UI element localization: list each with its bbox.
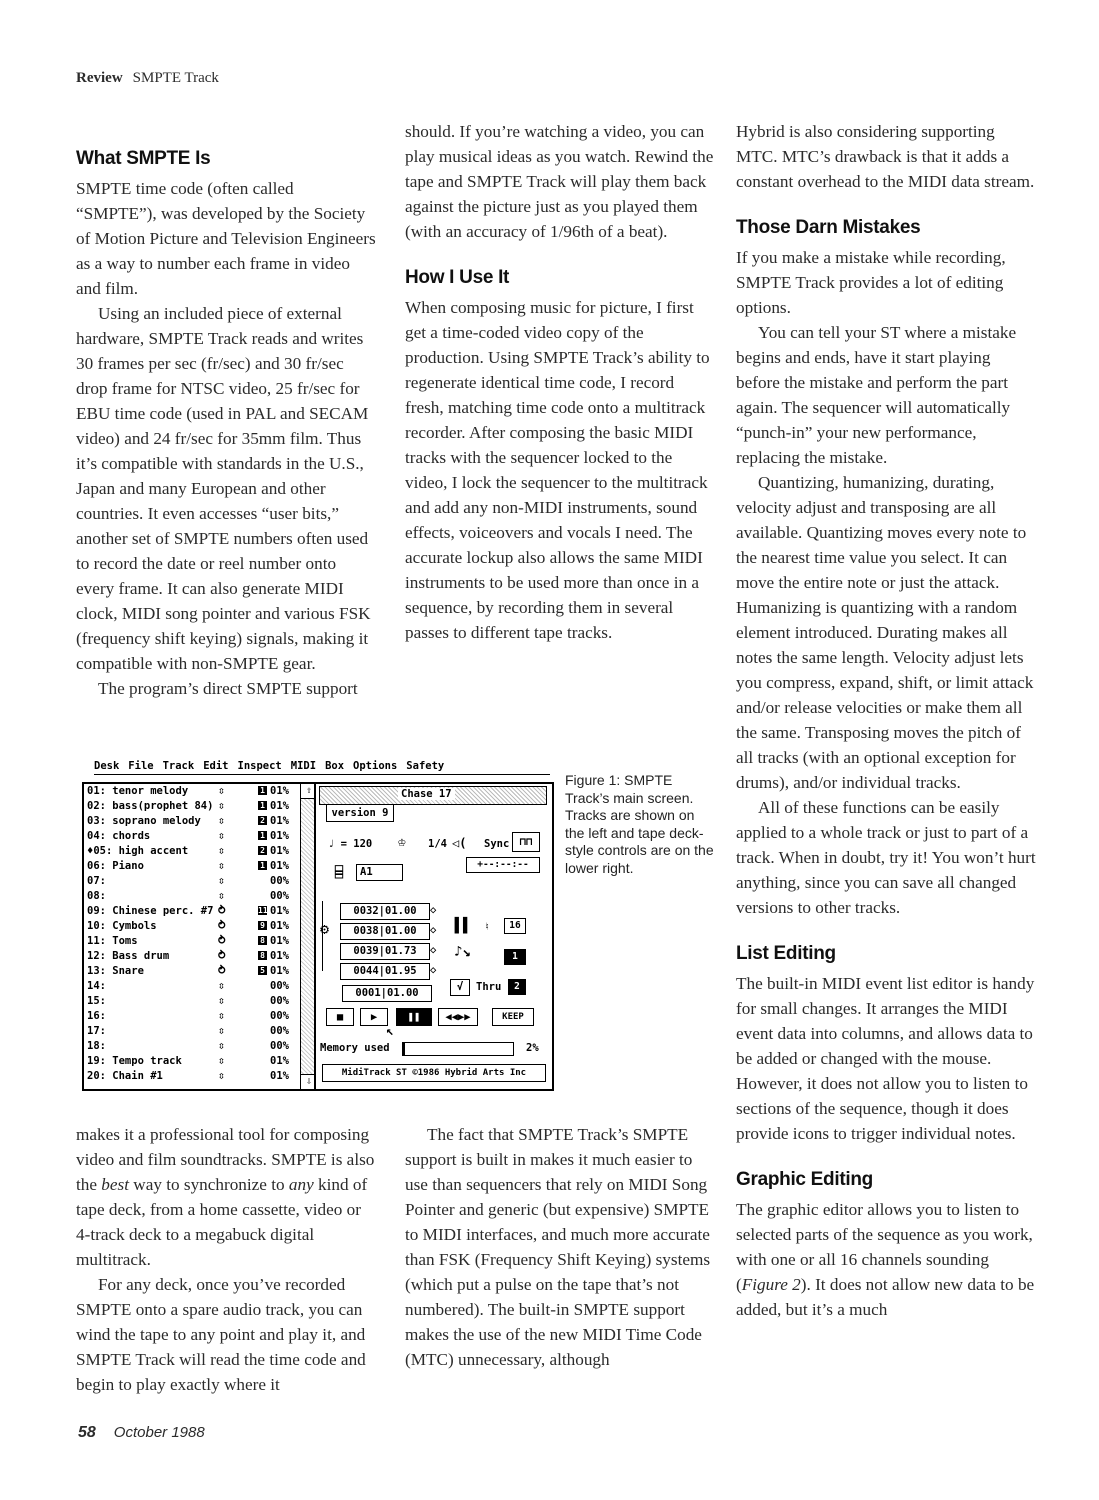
text-run: ). It does not allow new data to be added, but it’s a much <box>736 1275 1035 1319</box>
figure-reference: Figure 2 <box>741 1275 801 1294</box>
track-channel[interactable]: 1 <box>258 801 267 810</box>
track-row[interactable] <box>84 814 316 829</box>
track-list <box>82 782 318 1091</box>
track-name: 02: bass(prophet 84) <box>87 800 214 812</box>
track-name: 12: Bass drum <box>87 950 170 962</box>
track-channel[interactable]: 2 <box>258 816 267 825</box>
paragraph: You can tell your ST where a mistake begins and ends, have it start playing before the mistake and perform the part again. The sequencer will automatically “punch-in” your new performance, replacing the mistake. <box>736 323 1017 467</box>
track-percent: 01% <box>270 950 289 962</box>
sync-label[interactable]: Sync <box>484 838 510 850</box>
text-run: makes it a professional tool for composing video and film soundtracks. SMPTE is also the <box>76 1125 375 1194</box>
stop-button[interactable]: ■ <box>326 1008 354 1026</box>
counter-toggle-icon[interactable]: ◇ <box>430 904 437 916</box>
locate-counter[interactable]: 0001|01.00 <box>342 985 432 1002</box>
track-channel[interactable]: 11 <box>258 906 268 915</box>
paragraph: The built-in MIDI event list editor is handy for small changes. It arranges the MIDI event data into columns, and allows data to be added or changed with the mouse. However, it does not allow you to listen to sections of the sequence, though it does provide icons to trigger individual notes. <box>736 974 1035 1143</box>
paragraph: The fact that SMPTE Track’s SMPTE support is built in makes it much easier to use than sequencers that rely on MIDI Song Pointer and generic (but expensive) SMPTE to MIDI interfaces, and much more accurate than FSK (Frequency Shift Keying) systems (which put a pulse on the tape that’s not numbered). The built-in SMPTE support makes the use of the new MIDI Time Code (MTC) unnecessary, although <box>405 1125 711 1369</box>
track-state-icon[interactable]: ⇳ <box>218 844 225 857</box>
track-state-icon[interactable]: ⇳ <box>218 979 225 992</box>
memory-bar-fill <box>403 1043 405 1055</box>
paragraph: Using an included piece of external hardware, SMPTE Track reads and writes 30 frames per sec (fr/sec) and 30 fr/sec drop frame for NTSC video, 25 fr/sec for EBU time code (used in PAL and SECAM video) and 24 fr/sec for 35mm film. Thus it’s compatible with standards in the U.S., Japan and many European and other countries. It even accesses “user bits,” another set of SMPTE numbers often used to record the date or reel number onto every frame. It can also generate MIDI clock, MIDI song pointer and various FSK (frequency shift keying) signals, making it compatible with non-SMPTE gear. <box>76 304 371 673</box>
track-percent: 01% <box>270 905 289 917</box>
locate-counter[interactable]: 0039|01.73 <box>340 943 430 960</box>
track-percent: 01% <box>270 800 289 812</box>
column-1-bottom <box>76 1122 378 1397</box>
track-row[interactable] <box>84 1069 316 1084</box>
track-state-icon[interactable]: ⥁ <box>218 934 226 947</box>
track-channel[interactable]: 5 <box>258 966 267 975</box>
track-state-icon[interactable]: ⇳ <box>218 799 225 812</box>
track-channel[interactable]: 8 <box>258 951 267 960</box>
track-state-icon[interactable]: ⇳ <box>218 1024 225 1037</box>
track-row[interactable] <box>84 1009 316 1024</box>
track-name: 04: chords <box>87 830 151 842</box>
rewind-fastforward-button[interactable]: ◀◀▶▶ <box>438 1008 478 1026</box>
track-row[interactable] <box>84 844 316 859</box>
play-button[interactable]: ▶ <box>360 1008 388 1026</box>
menu-bar <box>94 760 550 775</box>
heading-graphic-editing: Graphic Editing <box>736 1169 873 1190</box>
track-percent: 01% <box>270 920 289 932</box>
track-state-icon[interactable]: ⇳ <box>218 1054 225 1067</box>
track-percent: 00% <box>270 995 289 1007</box>
column-2-bottom <box>405 1122 717 1372</box>
tape-icon[interactable]: ⌸ <box>328 862 350 884</box>
version-box[interactable]: version 9 <box>326 804 394 822</box>
page-number: 58 <box>78 1424 96 1441</box>
memory-bar <box>402 1042 514 1056</box>
heading-what-smpte-is: What SMPTE Is <box>76 148 211 169</box>
track-row[interactable] <box>84 1054 316 1069</box>
track-name: 19: Tempo track <box>87 1055 182 1067</box>
track-channel[interactable]: 9 <box>258 921 267 930</box>
track-row[interactable] <box>84 904 316 919</box>
track-channel[interactable]: 1 <box>258 786 267 795</box>
page-footer <box>78 1424 205 1442</box>
track-channel[interactable]: 1 <box>258 831 267 840</box>
track-rows <box>84 784 316 1084</box>
track-state-icon[interactable]: ⇳ <box>218 1039 225 1052</box>
section-label: Review <box>76 70 123 86</box>
counter-toggle-icon[interactable]: ◇ <box>430 924 437 936</box>
track-name: ♦05: high accent <box>87 845 189 857</box>
note-icon[interactable]: ♪↘ <box>454 944 471 960</box>
track-state-icon[interactable]: ⥁ <box>218 949 226 962</box>
sync-mode-field[interactable]: +--:--:-- <box>466 857 540 873</box>
text-run: kind of tape deck, from a home cassette, video or 4-track deck to a megabuck digital multitrack. <box>76 1175 368 1269</box>
track-row[interactable] <box>84 799 316 814</box>
track-row[interactable] <box>84 994 316 1009</box>
track-percent: 00% <box>270 980 289 992</box>
heading-those-darn-mistakes: Those Darn Mistakes <box>736 217 921 238</box>
metronome-icon[interactable]: ♔ <box>398 835 406 850</box>
paragraph <box>736 1197 1038 1322</box>
emphasis: best <box>101 1175 129 1194</box>
track-name: 09: Chinese perc. #7 <box>87 905 214 917</box>
thru-checkbox[interactable]: √ <box>450 979 470 996</box>
memory-label: Memory used <box>320 1042 390 1054</box>
figure-screenshot <box>78 760 552 1090</box>
natural-icon: ♮ <box>484 921 491 933</box>
menu-item[interactable]: Edit <box>203 760 229 772</box>
track-state-icon[interactable]: ⥁ <box>218 964 226 977</box>
paragraph: All of these functions can be easily applied to a whole track or just to part of a track. When in doubt, try it! You won’t hurt anything, since you can save all changed versions to other tracks. <box>736 798 1036 917</box>
gear-icon: ⚙ <box>320 920 330 938</box>
text-run: The graphic editor allows you to listen to selected parts of the sequence as you work, with one or all 16 channels sounding ( <box>736 1200 1033 1294</box>
menu-item[interactable]: Options <box>353 760 398 772</box>
track-state-icon[interactable]: ⥁ <box>218 904 226 917</box>
track-percent: 01% <box>270 965 289 977</box>
track-row[interactable] <box>84 829 316 844</box>
locate-counter[interactable]: 0044|01.95 <box>340 963 430 980</box>
track-percent: 01% <box>270 935 289 947</box>
track-percent: 00% <box>270 875 289 887</box>
track-name: 07: <box>87 875 106 887</box>
track-row[interactable] <box>84 1039 316 1054</box>
track-channel[interactable]: 1 <box>258 861 267 870</box>
pause-button[interactable]: ❚❚ <box>396 1008 432 1026</box>
track-percent: 01% <box>270 1070 289 1082</box>
track-percent: 00% <box>270 1010 289 1022</box>
scroll-down-icon[interactable]: ⇩ <box>301 1074 317 1089</box>
track-row[interactable] <box>84 889 316 904</box>
transport-panel <box>314 782 554 1091</box>
paragraph: Hybrid is also considering supporting MTC. MTC’s drawback is that it adds a constant overhead to the MIDI data stream. <box>736 122 1035 191</box>
track-name: 15: <box>87 995 106 1007</box>
thru-channel-box[interactable]: 2 <box>508 979 526 995</box>
track-state-icon[interactable]: ⇳ <box>218 889 225 902</box>
heading-how-i-use-it: How I Use It <box>405 267 510 288</box>
figure-caption: Figure 1: SMPTE Track’s main screen. Tracks are shown on the left and tape deck-style controls are on the lower right. <box>565 772 714 876</box>
tempo-label[interactable]: ♩ = 120 <box>328 838 373 850</box>
menu-item[interactable]: Box <box>325 760 345 772</box>
track-name: 18: <box>87 1040 106 1052</box>
menu-item[interactable]: Desk <box>94 760 120 772</box>
menu-item[interactable]: File <box>128 760 154 772</box>
locate-counter[interactable]: 0032|01.00 <box>340 903 430 920</box>
track-state-icon[interactable]: ⇳ <box>218 1009 225 1022</box>
sync-icon[interactable]: ⊓⊓ <box>512 832 540 852</box>
track-channel[interactable]: 2 <box>258 846 267 855</box>
column-2-top <box>405 119 717 645</box>
track-percent: 01% <box>270 860 289 872</box>
track-percent: 00% <box>270 890 289 902</box>
track-state-icon[interactable]: ⇳ <box>218 994 225 1007</box>
track-channel[interactable]: 8 <box>258 936 267 945</box>
text-run: way to synchronize to <box>128 1175 289 1194</box>
column-1-top <box>76 145 378 701</box>
column-3 <box>736 119 1038 1322</box>
paragraph: should. If you’re watching a video, you can play musical ideas as you watch. Rewind the tape and SMPTE Track will play them back against the picture just as you played them (with an accuracy of 1/96th of a beat). <box>405 122 714 241</box>
track-row[interactable] <box>84 784 316 799</box>
track-percent: 00% <box>270 1025 289 1037</box>
paragraph: Quantizing, humanizing, durating, velocity adjust and transposing are all available. Quantizing moves every note to the nearest time value you select. It can move the entire note or just the attack. Humanizing is quantizing with a random element introduced. Durating makes all notes the same length. Velocity adjust lets you compress, expand, shift, or limit attack and/or release velocities or make them all the same. Transposing moves the pitch of all tracks (with an optional exception for drums), and/or individual tracks. <box>736 473 1034 792</box>
track-state-icon[interactable]: ⇳ <box>218 829 225 842</box>
track-row[interactable] <box>84 979 316 994</box>
track-row[interactable] <box>84 949 316 964</box>
track-percent: 01% <box>270 845 289 857</box>
mouse-pointer-icon: ↖ <box>386 1024 394 1039</box>
track-name: 16: <box>87 1010 106 1022</box>
menu-item[interactable]: MIDI <box>290 760 317 772</box>
track-row[interactable] <box>84 859 316 874</box>
track-percent: 01% <box>270 785 289 797</box>
track-state-icon[interactable]: ⇳ <box>218 814 225 827</box>
track-name: 10: Cymbols <box>87 920 157 932</box>
track-name: 03: soprano melody <box>87 815 201 827</box>
thru-label: Thru <box>476 981 502 993</box>
article-title: SMPTE Track <box>132 70 219 86</box>
memory-percent: 2% <box>526 1042 539 1054</box>
quantize-label[interactable]: 1/4 <box>428 838 447 850</box>
counter-toggle-icon[interactable]: ◇ <box>430 964 437 976</box>
track-name: 20: Chain #1 <box>87 1070 163 1082</box>
a1-field[interactable]: A1 <box>356 864 403 881</box>
chase-label: Chase 17 <box>398 788 455 800</box>
track-name: 13: Snare <box>87 965 144 977</box>
track-row[interactable] <box>84 919 316 934</box>
heading-list-editing: List Editing <box>736 943 836 964</box>
track-percent: 01% <box>270 830 289 842</box>
track-percent: 00% <box>270 1040 289 1052</box>
copyright-bar: MidiTrack ST ©1986 Hybrid Arts Inc <box>322 1064 546 1082</box>
track-percent: 01% <box>270 815 289 827</box>
menu-item[interactable]: Inspect <box>237 760 282 772</box>
counter-toggle-icon[interactable]: ◇ <box>430 944 437 956</box>
track-name: 08: <box>87 890 106 902</box>
track-name: 06: Piano <box>87 860 144 872</box>
track-name: 11: Toms <box>87 935 138 947</box>
track-row[interactable] <box>84 874 316 889</box>
channel-16-box[interactable]: 16 <box>504 918 526 934</box>
paragraph: The program’s direct SMPTE support <box>98 679 358 698</box>
issue-date: October 1988 <box>113 1424 205 1441</box>
keep-button[interactable]: KEEP <box>492 1008 534 1026</box>
emphasis: any <box>288 1175 314 1194</box>
track-row[interactable] <box>84 934 316 949</box>
track-state-icon[interactable]: ⇳ <box>218 1069 225 1082</box>
chase-bar[interactable] <box>319 786 547 805</box>
paragraph: When composing music for picture, I first get a time-coded video copy of the production. Using SMPTE Track’s ability to regenerate identical time code, I record fresh, matching time code onto a multitrack recorder. After composing the basic MIDI tracks with the sequencer locked to the video, I lock the sequencer to the multitrack and add any non-MIDI instruments, sound effects, voiceovers and vocals I need. The accurate lockup also allows the same MIDI instruments to be used more than once in a sequence, by recording them in several passes to different tape tracks. <box>405 298 710 642</box>
locate-counter[interactable]: 0038|01.00 <box>340 923 430 940</box>
paragraph: For any deck, once you’ve recorded SMPTE onto a spare audio track, you can wind the tape to any point and play it, and SMPTE Track will read the time code and begin to play exactly where it <box>76 1275 366 1394</box>
paragraph <box>76 1122 378 1272</box>
track-row[interactable] <box>84 1024 316 1039</box>
paragraph: If you make a mistake while recording, SMPTE Track provides a lot of editing options. <box>736 248 1006 317</box>
track-name: 14: <box>87 980 106 992</box>
track-state-icon[interactable]: ⇳ <box>218 859 225 872</box>
scroll-up-icon[interactable]: ⇧ <box>301 784 317 799</box>
track-state-icon[interactable]: ⇳ <box>218 874 225 887</box>
track-name: 01: tenor melody <box>87 785 189 797</box>
track-state-icon[interactable]: ⥁ <box>218 919 226 932</box>
mixer-icon[interactable]: ▌▌ <box>452 918 474 934</box>
paragraph: SMPTE time code (often called “SMPTE”), was developed by the Society of Motion Picture and Television Engineers as a way to number each frame in video and film. <box>76 179 376 298</box>
track-name: 17: <box>87 1025 106 1037</box>
channel-1-box[interactable]: 1 <box>504 949 526 965</box>
track-state-icon[interactable]: ⇳ <box>218 784 225 797</box>
menu-item[interactable]: Safety <box>406 760 445 772</box>
menu-item[interactable]: Track <box>162 760 195 772</box>
track-row[interactable] <box>84 964 316 979</box>
track-percent: 01% <box>270 1055 289 1067</box>
running-header <box>76 70 219 87</box>
speaker-icon[interactable]: ◁( <box>452 836 467 850</box>
